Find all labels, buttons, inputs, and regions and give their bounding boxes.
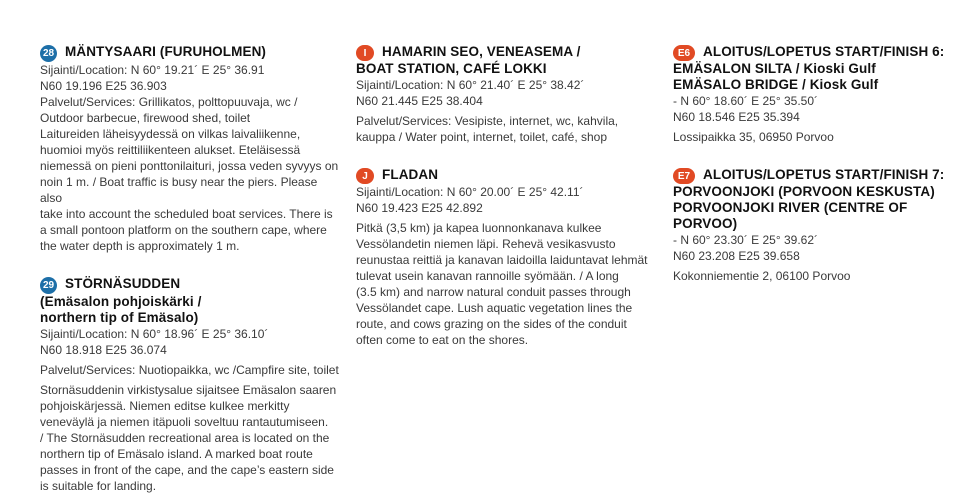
text-line: Vessölandetin niemen läpi. Rehevä vesikasvusto bbox=[356, 237, 616, 251]
entry-title: STÖRNÄSUDDEN bbox=[65, 276, 181, 291]
entry-start-badge: E6 bbox=[673, 45, 695, 61]
text-line: a small pontoon platform on the southern cape, where bbox=[40, 223, 327, 237]
entry-29 bbox=[40, 276, 340, 494]
coords-line: Sijainti/Location: N 60° 21.40´ E 25° 38.42´ bbox=[356, 78, 585, 92]
text-line: take into account the scheduled boat services. There is bbox=[40, 207, 333, 221]
entry-title-line: northern tip of Emäsalo) bbox=[40, 310, 199, 325]
coords-line: N60 19.196 E25 36.903 bbox=[40, 79, 167, 93]
entry-title-line: EMÄSALON SILTA / Kioski Gulf bbox=[673, 61, 876, 76]
entry-j bbox=[356, 167, 656, 348]
entry-heading bbox=[673, 44, 960, 61]
entry-number-badge: 29 bbox=[40, 277, 57, 294]
text-line: Palvelut/Services: Grillikatos, polttopuuvaja, wc / bbox=[40, 95, 298, 109]
text-line: passes in front of the cape, and the cape’s eastern side bbox=[40, 463, 334, 477]
entry-title: ALOITUS/LOPETUS START/FINISH 7: bbox=[703, 167, 945, 182]
text-line: often come to eat on the shores. bbox=[356, 333, 529, 347]
text-line: pohjoiskärjessä. Niemen editse kulkee merkitty bbox=[40, 399, 290, 413]
entry-e7 bbox=[673, 167, 960, 284]
entry-heading bbox=[40, 44, 340, 62]
text-line: Outdoor barbecue, firewood shed, toilet bbox=[40, 111, 251, 125]
entry-title: FLADAN bbox=[382, 167, 439, 182]
text-line: huomioi myös reittiliikenteen alukset. Eteläisessä bbox=[40, 143, 301, 157]
coords-line: N60 21.445 E25 38.404 bbox=[356, 94, 483, 108]
text-line: niemessä on pieni ponttonilaituri, jossa veden syvyys on bbox=[40, 159, 339, 173]
text-line: / The Stornäsudden recreational area is located on the bbox=[40, 431, 330, 445]
entry-28 bbox=[40, 44, 340, 254]
entry-i bbox=[356, 44, 656, 145]
coords-line: N60 18.918 E25 36.074 bbox=[40, 343, 167, 357]
entry-title-line: (Emäsalon pohjoiskärki / bbox=[40, 294, 202, 309]
coords-line: - N 60° 23.30´ E 25° 39.62´ bbox=[673, 233, 819, 247]
coords-line: N60 18.546 E25 35.394 bbox=[673, 110, 800, 124]
text-line: veneväylä ja niemen itäpuoli soveltuu rantautumiseen. bbox=[40, 415, 329, 429]
entry-heading bbox=[356, 44, 656, 61]
text-line: route, and cows grazing on the sides of the conduit bbox=[356, 317, 627, 331]
services-line: Palvelut/Services: Nuotiopaikka, wc /Campfire site, toilet bbox=[40, 363, 339, 377]
address-line: Lossipaikka 35, 06950 Porvoo bbox=[673, 130, 834, 144]
entry-heading bbox=[40, 276, 340, 294]
entry-title-line: PORVOONJOKI RIVER (CENTRE OF PORVOO) bbox=[673, 200, 908, 231]
entry-title: MÄNTYSAARI (FURUHOLMEN) bbox=[65, 44, 267, 59]
text-line: Stornäsuddenin virkistysalue sijaitsee Emäsalon saaren bbox=[40, 383, 337, 397]
coords-line: Sijainti/Location: N 60° 20.00´ E 25° 42.11´ bbox=[356, 185, 584, 199]
entry-number-badge: 28 bbox=[40, 45, 57, 62]
column-2 bbox=[356, 44, 656, 348]
coords-line: Sijainti/Location: N 60° 18.96´ E 25° 36.10´ bbox=[40, 327, 269, 341]
text-line: Vessölandet cape. Lush aquatic vegetation lines the bbox=[356, 301, 633, 315]
entry-title: HAMARIN SEO, VENEASEMA / bbox=[382, 44, 581, 59]
column-3 bbox=[673, 44, 960, 284]
text-line: (3.5 km) and narrow natural conduit passes through bbox=[356, 285, 631, 299]
entry-e6 bbox=[673, 44, 960, 145]
text-line: Palvelut/Services: Vesipiste, internet, wc, kahvila, bbox=[356, 114, 619, 128]
entry-letter-badge: J bbox=[356, 168, 374, 184]
text-line: Pitkä (3,5 km) ja kapea luonnonkanava kulkee bbox=[356, 221, 602, 235]
text-line: northern tip of Emäsalo island. A marked boat route bbox=[40, 447, 313, 461]
text-line: reunustaa reittiä ja kanavan laidoilla laiduntavat lehmät bbox=[356, 253, 648, 267]
entry-title-line: BOAT STATION, CAFÉ LOKKI bbox=[356, 61, 547, 76]
coords-line: N60 19.423 E25 42.892 bbox=[356, 201, 483, 215]
entry-title-line: PORVOONJOKI (PORVOON KESKUSTA) bbox=[673, 184, 935, 199]
text-line: tulevat usein kanavan rannoille syömään. / A long bbox=[356, 269, 619, 283]
coords-line: N60 23.208 E25 39.658 bbox=[673, 249, 800, 263]
coords-line: Sijainti/Location: N 60° 19.21´ E 25° 36.91 bbox=[40, 63, 265, 77]
column-1 bbox=[40, 44, 340, 494]
text-line: the water depth is approximately 1 m. bbox=[40, 239, 240, 253]
entry-title-line: EMÄSALO BRIDGE / Kiosk Gulf bbox=[673, 77, 879, 92]
text-line: kauppa / Water point, internet, toilet, café, shop bbox=[356, 130, 608, 144]
entry-heading bbox=[673, 167, 960, 184]
entry-title: ALOITUS/LOPETUS START/FINISH 6: bbox=[703, 44, 945, 59]
entry-start-badge: E7 bbox=[673, 168, 695, 184]
text-line: noin 1 m. / Boat traffic is busy near the piers. Please also bbox=[40, 175, 318, 205]
text-line: is suitable for landing. bbox=[40, 479, 157, 493]
text-line: Laitureiden läheisyydessä on vilkas laivaliikenne, bbox=[40, 127, 301, 141]
address-line: Kokonniementie 2, 06100 Porvoo bbox=[673, 269, 851, 283]
entry-heading bbox=[356, 167, 656, 184]
coords-line: - N 60° 18.60´ E 25° 35.50´ bbox=[673, 94, 819, 108]
entry-letter-badge: I bbox=[356, 45, 374, 61]
